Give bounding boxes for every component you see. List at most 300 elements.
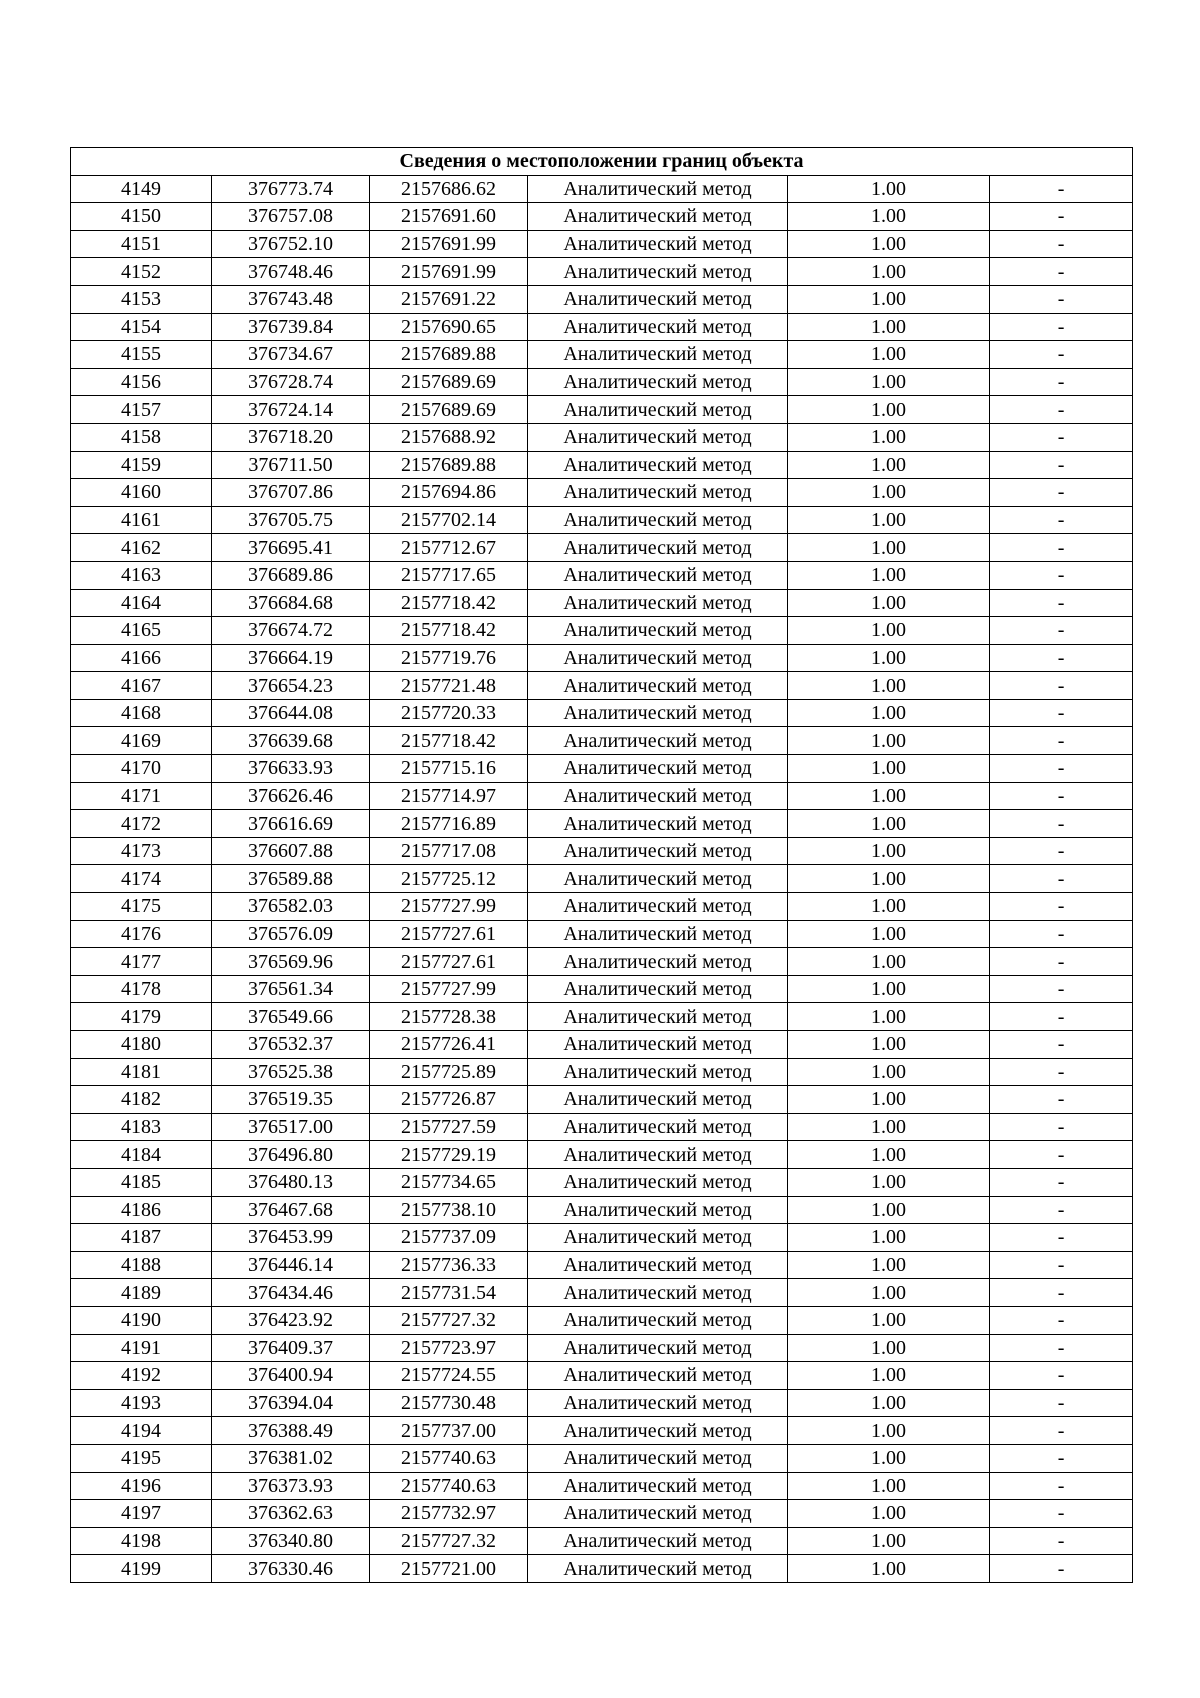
description-cell: - bbox=[990, 1472, 1133, 1500]
description-cell: - bbox=[990, 1086, 1133, 1114]
table-row bbox=[71, 975, 1133, 1003]
method-cell: Аналитический метод bbox=[528, 948, 788, 976]
accuracy-cell: 1.00 bbox=[788, 948, 990, 976]
y-coordinate-cell: 2157736.33 bbox=[370, 1251, 528, 1279]
table-row bbox=[71, 1279, 1133, 1307]
description-cell: - bbox=[990, 699, 1133, 727]
method-cell: Аналитический метод bbox=[528, 203, 788, 231]
y-coordinate-cell: 2157729.19 bbox=[370, 1141, 528, 1169]
accuracy-cell: 1.00 bbox=[788, 1472, 990, 1500]
y-coordinate-cell: 2157731.54 bbox=[370, 1279, 528, 1307]
table-row bbox=[71, 589, 1133, 617]
x-coordinate-cell: 376340.80 bbox=[212, 1527, 370, 1555]
y-coordinate-cell: 2157689.69 bbox=[370, 396, 528, 424]
y-coordinate-cell: 2157723.97 bbox=[370, 1334, 528, 1362]
table-title-row bbox=[71, 148, 1133, 176]
x-coordinate-cell: 376748.46 bbox=[212, 258, 370, 286]
accuracy-cell: 1.00 bbox=[788, 644, 990, 672]
table-row bbox=[71, 1362, 1133, 1390]
method-cell: Аналитический метод bbox=[528, 1334, 788, 1362]
table-row bbox=[71, 644, 1133, 672]
method-cell: Аналитический метод bbox=[528, 1113, 788, 1141]
accuracy-cell: 1.00 bbox=[788, 1251, 990, 1279]
method-cell: Аналитический метод bbox=[528, 1472, 788, 1500]
description-cell: - bbox=[990, 506, 1133, 534]
accuracy-cell: 1.00 bbox=[788, 534, 990, 562]
y-coordinate-cell: 2157689.69 bbox=[370, 368, 528, 396]
x-coordinate-cell: 376330.46 bbox=[212, 1555, 370, 1583]
description-cell: - bbox=[990, 451, 1133, 479]
point-number-cell: 4185 bbox=[71, 1168, 212, 1196]
accuracy-cell: 1.00 bbox=[788, 810, 990, 838]
accuracy-cell: 1.00 bbox=[788, 175, 990, 203]
accuracy-cell: 1.00 bbox=[788, 699, 990, 727]
y-coordinate-cell: 2157727.32 bbox=[370, 1306, 528, 1334]
description-cell: - bbox=[990, 1389, 1133, 1417]
y-coordinate-cell: 2157740.63 bbox=[370, 1472, 528, 1500]
x-coordinate-cell: 376633.93 bbox=[212, 755, 370, 783]
accuracy-cell: 1.00 bbox=[788, 1031, 990, 1059]
method-cell: Аналитический метод bbox=[528, 893, 788, 921]
description-cell: - bbox=[990, 727, 1133, 755]
point-number-cell: 4151 bbox=[71, 230, 212, 258]
point-number-cell: 4175 bbox=[71, 893, 212, 921]
accuracy-cell: 1.00 bbox=[788, 975, 990, 1003]
description-cell: - bbox=[990, 755, 1133, 783]
table-body bbox=[71, 175, 1133, 1582]
x-coordinate-cell: 376525.38 bbox=[212, 1058, 370, 1086]
accuracy-cell: 1.00 bbox=[788, 672, 990, 700]
point-number-cell: 4153 bbox=[71, 285, 212, 313]
y-coordinate-cell: 2157725.89 bbox=[370, 1058, 528, 1086]
x-coordinate-cell: 376480.13 bbox=[212, 1168, 370, 1196]
x-coordinate-cell: 376519.35 bbox=[212, 1086, 370, 1114]
accuracy-cell: 1.00 bbox=[788, 258, 990, 286]
accuracy-cell: 1.00 bbox=[788, 1168, 990, 1196]
point-number-cell: 4174 bbox=[71, 865, 212, 893]
accuracy-cell: 1.00 bbox=[788, 920, 990, 948]
point-number-cell: 4187 bbox=[71, 1224, 212, 1252]
point-number-cell: 4155 bbox=[71, 341, 212, 369]
y-coordinate-cell: 2157715.16 bbox=[370, 755, 528, 783]
description-cell: - bbox=[990, 1003, 1133, 1031]
table-row bbox=[71, 258, 1133, 286]
method-cell: Аналитический метод bbox=[528, 1555, 788, 1583]
accuracy-cell: 1.00 bbox=[788, 341, 990, 369]
point-number-cell: 4149 bbox=[71, 175, 212, 203]
method-cell: Аналитический метод bbox=[528, 1058, 788, 1086]
table-row bbox=[71, 1251, 1133, 1279]
table-row bbox=[71, 1196, 1133, 1224]
y-coordinate-cell: 2157730.48 bbox=[370, 1389, 528, 1417]
method-cell: Аналитический метод bbox=[528, 451, 788, 479]
point-number-cell: 4152 bbox=[71, 258, 212, 286]
point-number-cell: 4192 bbox=[71, 1362, 212, 1390]
table-row bbox=[71, 699, 1133, 727]
method-cell: Аналитический метод bbox=[528, 1279, 788, 1307]
description-cell: - bbox=[990, 1031, 1133, 1059]
table-row bbox=[71, 1086, 1133, 1114]
method-cell: Аналитический метод bbox=[528, 1251, 788, 1279]
method-cell: Аналитический метод bbox=[528, 920, 788, 948]
y-coordinate-cell: 2157717.65 bbox=[370, 561, 528, 589]
method-cell: Аналитический метод bbox=[528, 1224, 788, 1252]
y-coordinate-cell: 2157691.99 bbox=[370, 230, 528, 258]
point-number-cell: 4159 bbox=[71, 451, 212, 479]
description-cell: - bbox=[990, 1306, 1133, 1334]
table-row bbox=[71, 230, 1133, 258]
accuracy-cell: 1.00 bbox=[788, 617, 990, 645]
accuracy-cell: 1.00 bbox=[788, 396, 990, 424]
point-number-cell: 4165 bbox=[71, 617, 212, 645]
y-coordinate-cell: 2157727.59 bbox=[370, 1113, 528, 1141]
description-cell: - bbox=[990, 1362, 1133, 1390]
point-number-cell: 4163 bbox=[71, 561, 212, 589]
method-cell: Аналитический метод bbox=[528, 313, 788, 341]
method-cell: Аналитический метод bbox=[528, 699, 788, 727]
description-cell: - bbox=[990, 1334, 1133, 1362]
method-cell: Аналитический метод bbox=[528, 1389, 788, 1417]
accuracy-cell: 1.00 bbox=[788, 285, 990, 313]
accuracy-cell: 1.00 bbox=[788, 423, 990, 451]
point-number-cell: 4172 bbox=[71, 810, 212, 838]
table-row bbox=[71, 1389, 1133, 1417]
table-row bbox=[71, 782, 1133, 810]
x-coordinate-cell: 376532.37 bbox=[212, 1031, 370, 1059]
y-coordinate-cell: 2157719.76 bbox=[370, 644, 528, 672]
y-coordinate-cell: 2157738.10 bbox=[370, 1196, 528, 1224]
accuracy-cell: 1.00 bbox=[788, 203, 990, 231]
y-coordinate-cell: 2157727.61 bbox=[370, 920, 528, 948]
table-row bbox=[71, 534, 1133, 562]
method-cell: Аналитический метод bbox=[528, 1306, 788, 1334]
point-number-cell: 4161 bbox=[71, 506, 212, 534]
description-cell: - bbox=[990, 313, 1133, 341]
description-cell: - bbox=[990, 672, 1133, 700]
x-coordinate-cell: 376381.02 bbox=[212, 1444, 370, 1472]
table-row bbox=[71, 1472, 1133, 1500]
point-number-cell: 4156 bbox=[71, 368, 212, 396]
x-coordinate-cell: 376707.86 bbox=[212, 479, 370, 507]
x-coordinate-cell: 376517.00 bbox=[212, 1113, 370, 1141]
method-cell: Аналитический метод bbox=[528, 837, 788, 865]
method-cell: Аналитический метод bbox=[528, 561, 788, 589]
description-cell: - bbox=[990, 1251, 1133, 1279]
accuracy-cell: 1.00 bbox=[788, 837, 990, 865]
y-coordinate-cell: 2157727.99 bbox=[370, 893, 528, 921]
table-row bbox=[71, 920, 1133, 948]
point-number-cell: 4178 bbox=[71, 975, 212, 1003]
point-number-cell: 4179 bbox=[71, 1003, 212, 1031]
x-coordinate-cell: 376561.34 bbox=[212, 975, 370, 1003]
accuracy-cell: 1.00 bbox=[788, 1500, 990, 1528]
method-cell: Аналитический метод bbox=[528, 1168, 788, 1196]
description-cell: - bbox=[990, 1141, 1133, 1169]
point-number-cell: 4168 bbox=[71, 699, 212, 727]
accuracy-cell: 1.00 bbox=[788, 865, 990, 893]
x-coordinate-cell: 376394.04 bbox=[212, 1389, 370, 1417]
table-row bbox=[71, 203, 1133, 231]
point-number-cell: 4196 bbox=[71, 1472, 212, 1500]
y-coordinate-cell: 2157740.63 bbox=[370, 1444, 528, 1472]
y-coordinate-cell: 2157691.99 bbox=[370, 258, 528, 286]
description-cell: - bbox=[990, 203, 1133, 231]
method-cell: Аналитический метод bbox=[528, 589, 788, 617]
y-coordinate-cell: 2157689.88 bbox=[370, 341, 528, 369]
method-cell: Аналитический метод bbox=[528, 810, 788, 838]
accuracy-cell: 1.00 bbox=[788, 1003, 990, 1031]
description-cell: - bbox=[990, 479, 1133, 507]
point-number-cell: 4181 bbox=[71, 1058, 212, 1086]
x-coordinate-cell: 376362.63 bbox=[212, 1500, 370, 1528]
point-number-cell: 4157 bbox=[71, 396, 212, 424]
x-coordinate-cell: 376453.99 bbox=[212, 1224, 370, 1252]
x-coordinate-cell: 376616.69 bbox=[212, 810, 370, 838]
y-coordinate-cell: 2157737.00 bbox=[370, 1417, 528, 1445]
y-coordinate-cell: 2157712.67 bbox=[370, 534, 528, 562]
y-coordinate-cell: 2157694.86 bbox=[370, 479, 528, 507]
point-number-cell: 4170 bbox=[71, 755, 212, 783]
method-cell: Аналитический метод bbox=[528, 1417, 788, 1445]
x-coordinate-cell: 376752.10 bbox=[212, 230, 370, 258]
table-row bbox=[71, 1031, 1133, 1059]
method-cell: Аналитический метод bbox=[528, 755, 788, 783]
x-coordinate-cell: 376467.68 bbox=[212, 1196, 370, 1224]
description-cell: - bbox=[990, 1196, 1133, 1224]
y-coordinate-cell: 2157702.14 bbox=[370, 506, 528, 534]
description-cell: - bbox=[990, 1527, 1133, 1555]
x-coordinate-cell: 376373.93 bbox=[212, 1472, 370, 1500]
x-coordinate-cell: 376446.14 bbox=[212, 1251, 370, 1279]
y-coordinate-cell: 2157727.32 bbox=[370, 1527, 528, 1555]
x-coordinate-cell: 376496.80 bbox=[212, 1141, 370, 1169]
x-coordinate-cell: 376644.08 bbox=[212, 699, 370, 727]
accuracy-cell: 1.00 bbox=[788, 1362, 990, 1390]
method-cell: Аналитический метод bbox=[528, 396, 788, 424]
table-row bbox=[71, 175, 1133, 203]
description-cell: - bbox=[990, 534, 1133, 562]
y-coordinate-cell: 2157691.22 bbox=[370, 285, 528, 313]
x-coordinate-cell: 376724.14 bbox=[212, 396, 370, 424]
x-coordinate-cell: 376626.46 bbox=[212, 782, 370, 810]
table-row bbox=[71, 1500, 1133, 1528]
x-coordinate-cell: 376664.19 bbox=[212, 644, 370, 672]
accuracy-cell: 1.00 bbox=[788, 727, 990, 755]
table-row bbox=[71, 1058, 1133, 1086]
table-row bbox=[71, 1417, 1133, 1445]
method-cell: Аналитический метод bbox=[528, 341, 788, 369]
point-number-cell: 4194 bbox=[71, 1417, 212, 1445]
method-cell: Аналитический метод bbox=[528, 727, 788, 755]
point-number-cell: 4167 bbox=[71, 672, 212, 700]
y-coordinate-cell: 2157720.33 bbox=[370, 699, 528, 727]
point-number-cell: 4197 bbox=[71, 1500, 212, 1528]
x-coordinate-cell: 376582.03 bbox=[212, 893, 370, 921]
y-coordinate-cell: 2157688.92 bbox=[370, 423, 528, 451]
x-coordinate-cell: 376695.41 bbox=[212, 534, 370, 562]
table-row bbox=[71, 451, 1133, 479]
table-title: Сведения о местоположении границ объекта bbox=[71, 148, 1133, 176]
method-cell: Аналитический метод bbox=[528, 285, 788, 313]
description-cell: - bbox=[990, 396, 1133, 424]
description-cell: - bbox=[990, 175, 1133, 203]
y-coordinate-cell: 2157728.38 bbox=[370, 1003, 528, 1031]
point-number-cell: 4166 bbox=[71, 644, 212, 672]
point-number-cell: 4171 bbox=[71, 782, 212, 810]
point-number-cell: 4199 bbox=[71, 1555, 212, 1583]
table-row bbox=[71, 561, 1133, 589]
table-row bbox=[71, 285, 1133, 313]
table-row bbox=[71, 1555, 1133, 1583]
x-coordinate-cell: 376607.88 bbox=[212, 837, 370, 865]
y-coordinate-cell: 2157718.42 bbox=[370, 617, 528, 645]
table-row bbox=[71, 755, 1133, 783]
y-coordinate-cell: 2157725.12 bbox=[370, 865, 528, 893]
x-coordinate-cell: 376409.37 bbox=[212, 1334, 370, 1362]
table-row bbox=[71, 672, 1133, 700]
point-number-cell: 4189 bbox=[71, 1279, 212, 1307]
point-number-cell: 4190 bbox=[71, 1306, 212, 1334]
x-coordinate-cell: 376743.48 bbox=[212, 285, 370, 313]
x-coordinate-cell: 376388.49 bbox=[212, 1417, 370, 1445]
point-number-cell: 4154 bbox=[71, 313, 212, 341]
y-coordinate-cell: 2157734.65 bbox=[370, 1168, 528, 1196]
y-coordinate-cell: 2157721.48 bbox=[370, 672, 528, 700]
y-coordinate-cell: 2157737.09 bbox=[370, 1224, 528, 1252]
y-coordinate-cell: 2157721.00 bbox=[370, 1555, 528, 1583]
table-row bbox=[71, 1527, 1133, 1555]
method-cell: Аналитический метод bbox=[528, 975, 788, 1003]
table-row bbox=[71, 1334, 1133, 1362]
description-cell: - bbox=[990, 837, 1133, 865]
accuracy-cell: 1.00 bbox=[788, 1444, 990, 1472]
table-row bbox=[71, 1168, 1133, 1196]
description-cell: - bbox=[990, 230, 1133, 258]
x-coordinate-cell: 376400.94 bbox=[212, 1362, 370, 1390]
point-number-cell: 4164 bbox=[71, 589, 212, 617]
description-cell: - bbox=[990, 258, 1133, 286]
description-cell: - bbox=[990, 1444, 1133, 1472]
description-cell: - bbox=[990, 1058, 1133, 1086]
x-coordinate-cell: 376711.50 bbox=[212, 451, 370, 479]
table-row bbox=[71, 396, 1133, 424]
accuracy-cell: 1.00 bbox=[788, 755, 990, 783]
accuracy-cell: 1.00 bbox=[788, 561, 990, 589]
description-cell: - bbox=[990, 782, 1133, 810]
description-cell: - bbox=[990, 617, 1133, 645]
accuracy-cell: 1.00 bbox=[788, 313, 990, 341]
table-row bbox=[71, 837, 1133, 865]
accuracy-cell: 1.00 bbox=[788, 782, 990, 810]
method-cell: Аналитический метод bbox=[528, 1500, 788, 1528]
point-number-cell: 4180 bbox=[71, 1031, 212, 1059]
table-row bbox=[71, 506, 1133, 534]
description-cell: - bbox=[990, 810, 1133, 838]
method-cell: Аналитический метод bbox=[528, 1086, 788, 1114]
method-cell: Аналитический метод bbox=[528, 617, 788, 645]
description-cell: - bbox=[990, 1555, 1133, 1583]
y-coordinate-cell: 2157716.89 bbox=[370, 810, 528, 838]
accuracy-cell: 1.00 bbox=[788, 1113, 990, 1141]
description-cell: - bbox=[990, 1500, 1133, 1528]
accuracy-cell: 1.00 bbox=[788, 1196, 990, 1224]
method-cell: Аналитический метод bbox=[528, 175, 788, 203]
y-coordinate-cell: 2157726.87 bbox=[370, 1086, 528, 1114]
point-number-cell: 4176 bbox=[71, 920, 212, 948]
boundary-coordinates-table bbox=[70, 147, 1133, 1583]
accuracy-cell: 1.00 bbox=[788, 1306, 990, 1334]
description-cell: - bbox=[990, 1417, 1133, 1445]
table-row bbox=[71, 1141, 1133, 1169]
x-coordinate-cell: 376569.96 bbox=[212, 948, 370, 976]
table-row bbox=[71, 368, 1133, 396]
accuracy-cell: 1.00 bbox=[788, 1417, 990, 1445]
point-number-cell: 4169 bbox=[71, 727, 212, 755]
method-cell: Аналитический метод bbox=[528, 865, 788, 893]
table-row bbox=[71, 1003, 1133, 1031]
x-coordinate-cell: 376674.72 bbox=[212, 617, 370, 645]
point-number-cell: 4160 bbox=[71, 479, 212, 507]
method-cell: Аналитический метод bbox=[528, 423, 788, 451]
y-coordinate-cell: 2157714.97 bbox=[370, 782, 528, 810]
table-row bbox=[71, 893, 1133, 921]
accuracy-cell: 1.00 bbox=[788, 368, 990, 396]
point-number-cell: 4162 bbox=[71, 534, 212, 562]
accuracy-cell: 1.00 bbox=[788, 506, 990, 534]
description-cell: - bbox=[990, 285, 1133, 313]
method-cell: Аналитический метод bbox=[528, 672, 788, 700]
description-cell: - bbox=[990, 589, 1133, 617]
point-number-cell: 4184 bbox=[71, 1141, 212, 1169]
description-cell: - bbox=[990, 1279, 1133, 1307]
method-cell: Аналитический метод bbox=[528, 1527, 788, 1555]
x-coordinate-cell: 376423.92 bbox=[212, 1306, 370, 1334]
method-cell: Аналитический метод bbox=[528, 230, 788, 258]
accuracy-cell: 1.00 bbox=[788, 1086, 990, 1114]
method-cell: Аналитический метод bbox=[528, 1196, 788, 1224]
y-coordinate-cell: 2157724.55 bbox=[370, 1362, 528, 1390]
accuracy-cell: 1.00 bbox=[788, 1224, 990, 1252]
y-coordinate-cell: 2157689.88 bbox=[370, 451, 528, 479]
x-coordinate-cell: 376434.46 bbox=[212, 1279, 370, 1307]
method-cell: Аналитический метод bbox=[528, 368, 788, 396]
description-cell: - bbox=[990, 561, 1133, 589]
accuracy-cell: 1.00 bbox=[788, 479, 990, 507]
table-row bbox=[71, 313, 1133, 341]
table-row bbox=[71, 948, 1133, 976]
method-cell: Аналитический метод bbox=[528, 644, 788, 672]
description-cell: - bbox=[990, 975, 1133, 1003]
table-row bbox=[71, 727, 1133, 755]
table-row bbox=[71, 341, 1133, 369]
y-coordinate-cell: 2157686.62 bbox=[370, 175, 528, 203]
accuracy-cell: 1.00 bbox=[788, 589, 990, 617]
y-coordinate-cell: 2157727.61 bbox=[370, 948, 528, 976]
x-coordinate-cell: 376728.74 bbox=[212, 368, 370, 396]
method-cell: Аналитический метод bbox=[528, 534, 788, 562]
table-row bbox=[71, 423, 1133, 451]
y-coordinate-cell: 2157718.42 bbox=[370, 727, 528, 755]
accuracy-cell: 1.00 bbox=[788, 1334, 990, 1362]
accuracy-cell: 1.00 bbox=[788, 451, 990, 479]
accuracy-cell: 1.00 bbox=[788, 230, 990, 258]
method-cell: Аналитический метод bbox=[528, 506, 788, 534]
description-cell: - bbox=[990, 948, 1133, 976]
accuracy-cell: 1.00 bbox=[788, 1389, 990, 1417]
method-cell: Аналитический метод bbox=[528, 258, 788, 286]
point-number-cell: 4191 bbox=[71, 1334, 212, 1362]
description-cell: - bbox=[990, 341, 1133, 369]
